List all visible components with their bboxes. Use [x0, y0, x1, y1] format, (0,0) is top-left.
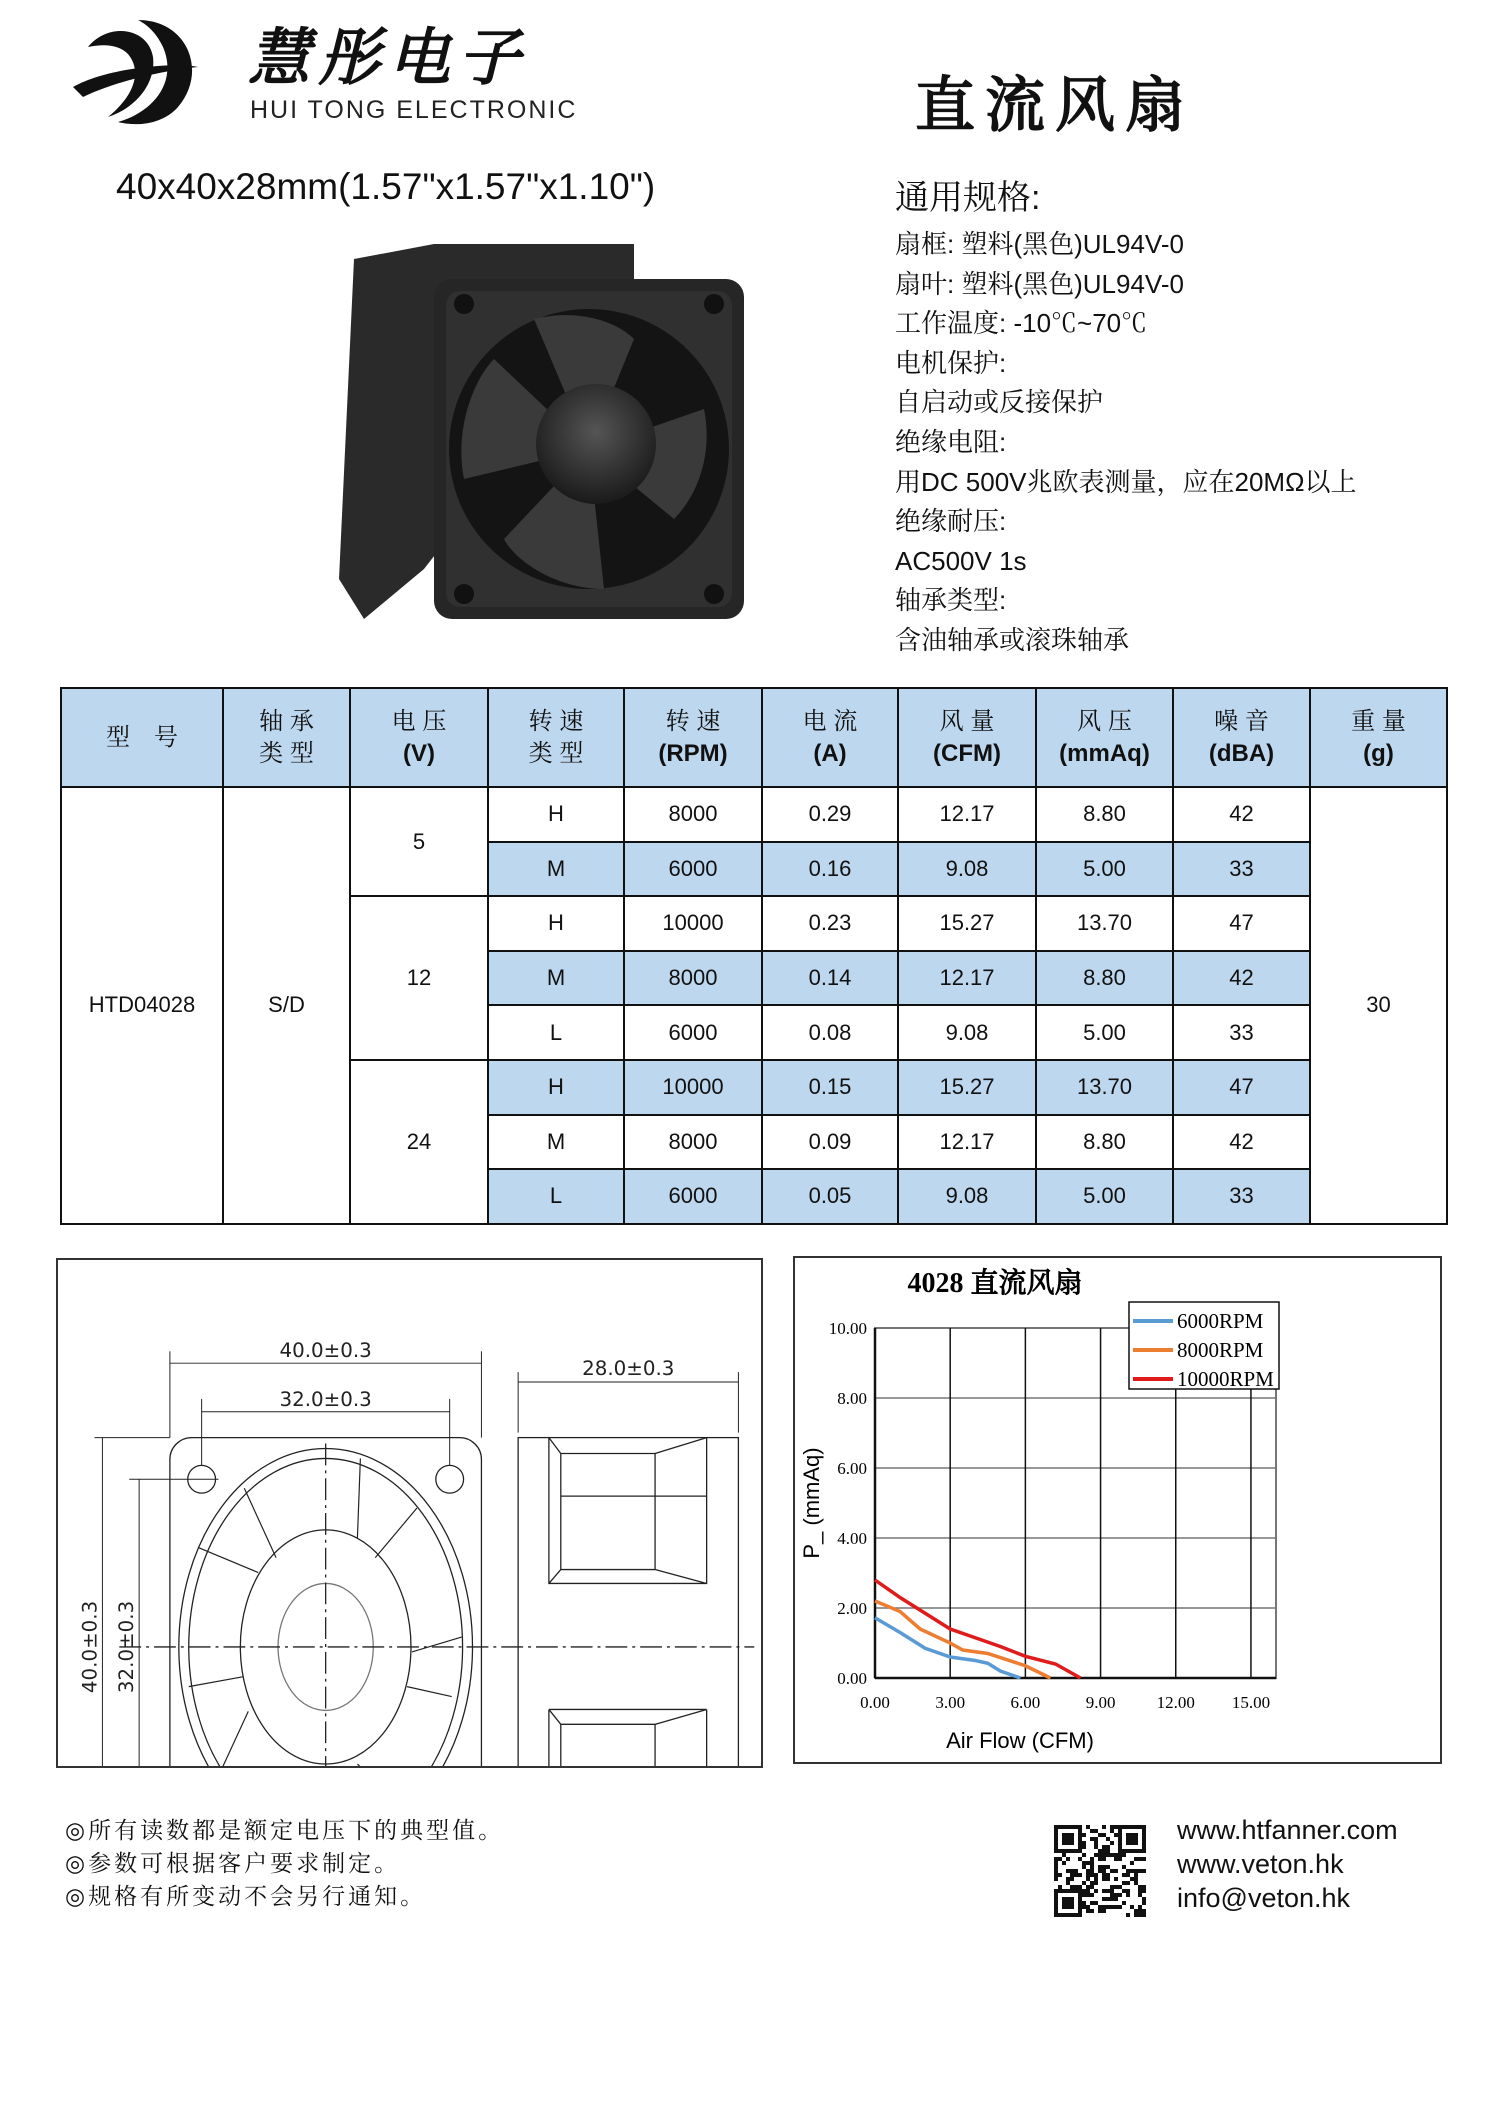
legend-label: 8000RPM [1177, 1338, 1264, 1362]
header-sub: (CFM) [933, 739, 1001, 767]
header-label: 风 量 [939, 707, 995, 735]
cfm-cell: 12.17 [898, 1115, 1036, 1170]
current-cell: 0.05 [762, 1169, 898, 1224]
header-label: 电 压 [391, 707, 447, 735]
spec-line: 轴承类型: [895, 585, 1007, 616]
current-cell: 0.14 [762, 951, 898, 1006]
cfm-cell: 12.17 [898, 951, 1036, 1006]
dba-cell: 42 [1173, 951, 1310, 1006]
column-header [624, 688, 762, 787]
header-sub: 类 型 [259, 739, 314, 767]
header-label: 型 号 [106, 723, 178, 751]
speed-cell: H [488, 896, 624, 951]
column-header [762, 688, 898, 787]
spec-line: 自启动或反接保护 [895, 387, 1104, 418]
speed-cell: H [488, 1060, 624, 1115]
mmaq-cell: 8.80 [1036, 787, 1173, 842]
y-tick-label: 4.00 [837, 1529, 867, 1548]
general-specs [895, 170, 1357, 661]
x-tick-label: 0.00 [860, 1693, 890, 1712]
mmaq-cell: 13.70 [1036, 896, 1173, 951]
rpm-cell: 6000 [624, 1005, 762, 1060]
pq-chart [793, 1256, 1442, 1764]
column-header [223, 688, 350, 787]
speed-cell: L [488, 1169, 624, 1224]
specs-heading: 通用规格: [895, 179, 1041, 217]
header-sub: (A) [813, 739, 847, 767]
series-line-8000RPM [875, 1601, 1050, 1678]
document-title: 直流风扇 [915, 71, 1195, 141]
dba-cell: 33 [1173, 1005, 1310, 1060]
spec-line: AC500V 1s [895, 545, 1027, 576]
weight-cell: 30 [1310, 787, 1447, 1224]
column-header [61, 688, 223, 787]
y-axis-label: P_ (mmAq) [799, 1447, 824, 1559]
bearing-cell: S/D [223, 787, 350, 1224]
cfm-cell: 9.08 [898, 1169, 1036, 1224]
mmaq-cell: 8.80 [1036, 951, 1173, 1006]
spec-line: 电机保护: [895, 347, 1007, 378]
logo-english-name: HUI TONG ELECTRONIC [250, 96, 578, 124]
height-holes-label: 32.0±0.3 [115, 1600, 139, 1694]
current-cell: 0.23 [762, 896, 898, 951]
header-sub: (mmAq) [1059, 739, 1150, 767]
company-logo-icon [68, 12, 218, 127]
rpm-cell: 8000 [624, 951, 762, 1006]
header-sub: (g) [1363, 739, 1394, 767]
dimension-drawing [56, 1258, 763, 1768]
header-label: 风 压 [1077, 707, 1132, 735]
current-cell: 0.09 [762, 1115, 898, 1170]
spec-line: 扇框: 塑料(黑色)UL94V-0 [895, 229, 1184, 259]
footer-notes [65, 1815, 504, 1914]
header-label: 重 量 [1351, 707, 1406, 735]
width-holes-label: 32.0±0.3 [279, 1387, 372, 1411]
legend-label: 10000RPM [1177, 1367, 1274, 1391]
column-header [898, 688, 1036, 787]
current-cell: 0.15 [762, 1060, 898, 1115]
model-cell: HTD04028 [61, 787, 223, 1224]
rpm-cell: 10000 [624, 1060, 762, 1115]
width-outer-label: 40.0±0.3 [279, 1339, 372, 1363]
cfm-cell: 12.17 [898, 787, 1036, 842]
cfm-cell: 9.08 [898, 1005, 1036, 1060]
chart-title: 4028 直流风扇 [907, 1268, 1083, 1299]
note: ◎规格有所变动不会另行通知。 [65, 1884, 427, 1910]
y-tick-label: 8.00 [837, 1389, 867, 1408]
qr-code-icon [1054, 1825, 1149, 1917]
spec-line: 含油轴承或滚珠轴承 [895, 624, 1130, 655]
header-sub: (V) [403, 739, 435, 767]
spec-line: 扇叶: 塑料(黑色)UL94V-0 [895, 268, 1184, 299]
fan-photo [334, 239, 754, 641]
mmaq-cell: 5.00 [1036, 1005, 1173, 1060]
current-cell: 0.16 [762, 842, 898, 897]
header-label: 转 速 [665, 707, 721, 735]
cfm-cell: 15.27 [898, 896, 1036, 951]
x-tick-label: 9.00 [1085, 1693, 1116, 1712]
height-outer-label: 40.0±0.3 [78, 1600, 102, 1694]
current-cell: 0.29 [762, 787, 898, 842]
header-sub: (dBA) [1208, 739, 1275, 767]
contact-info [1177, 1813, 1398, 1915]
x-tick-label: 6.00 [1010, 1693, 1041, 1712]
voltage-cell: 5 [350, 787, 488, 896]
header-sub: 类 型 [528, 739, 584, 767]
cfm-cell: 15.27 [898, 1060, 1036, 1115]
voltage-cell: 12 [350, 896, 488, 1060]
product-dimensions: 40x40x28mm(1.57"x1.57"x1.10") [116, 166, 656, 207]
note: ◎参数可根据客户要求制定。 [65, 1851, 401, 1877]
dba-cell: 33 [1173, 1169, 1310, 1224]
column-header [350, 688, 488, 787]
spec-line: 绝缘电阻: [895, 426, 1007, 457]
mmaq-cell: 5.00 [1036, 842, 1173, 897]
column-header [1036, 688, 1173, 787]
website-link[interactable]: www.veton.hk [1177, 1849, 1344, 1879]
logo-chinese-name: 慧彤电子 [248, 21, 529, 94]
x-axis-label: Air Flow (CFM) [946, 1728, 1094, 1753]
email-link[interactable]: info@veton.hk [1177, 1883, 1351, 1913]
rpm-cell: 6000 [624, 1169, 762, 1224]
header-label: 电 流 [802, 707, 858, 735]
rpm-cell: 8000 [624, 787, 762, 842]
dba-cell: 33 [1173, 842, 1310, 897]
series-line-10000RPM [875, 1580, 1081, 1678]
header-sub: (RPM) [658, 739, 728, 767]
speed-cell: M [488, 951, 624, 1006]
dba-cell: 42 [1173, 787, 1310, 842]
header-label: 噪 音 [1214, 707, 1269, 735]
y-tick-label: 0.00 [837, 1669, 867, 1688]
dba-cell: 47 [1173, 896, 1310, 951]
voltage-cell: 24 [350, 1060, 488, 1224]
speed-cell: M [488, 842, 624, 897]
x-tick-label: 12.00 [1156, 1693, 1195, 1712]
spec-line: 工作温度: -10℃~70℃ [895, 308, 1148, 339]
mmaq-cell: 5.00 [1036, 1169, 1173, 1224]
y-tick-label: 6.00 [837, 1459, 867, 1478]
mmaq-cell: 8.80 [1036, 1115, 1173, 1170]
header-label: 轴 承 [259, 707, 314, 735]
column-header [1310, 688, 1447, 787]
current-cell: 0.08 [762, 1005, 898, 1060]
y-tick-label: 10.00 [828, 1319, 867, 1338]
speed-cell: L [488, 1005, 624, 1060]
table-row [61, 787, 1447, 842]
column-header [1173, 688, 1310, 787]
spec-line: 用DC 500V兆欧表测量，应在20MΩ以上 [895, 466, 1357, 497]
dba-cell: 42 [1173, 1115, 1310, 1170]
speed-cell: M [488, 1115, 624, 1170]
rpm-cell: 10000 [624, 896, 762, 951]
depth-label: 28.0±0.3 [582, 1357, 675, 1381]
legend-label: 6000RPM [1177, 1309, 1264, 1333]
note: ◎所有读数都是额定电压下的典型值。 [65, 1818, 505, 1844]
mmaq-cell: 13.70 [1036, 1060, 1173, 1115]
column-header [488, 688, 624, 787]
dba-cell: 47 [1173, 1060, 1310, 1115]
y-tick-label: 2.00 [837, 1599, 867, 1618]
table-header-row [61, 688, 1447, 787]
speed-cell: H [488, 787, 624, 842]
x-tick-label: 3.00 [935, 1693, 966, 1712]
website-link[interactable]: www.htfanner.com [1177, 1815, 1398, 1845]
cfm-cell: 9.08 [898, 842, 1036, 897]
x-tick-label: 15.00 [1231, 1693, 1271, 1712]
rpm-cell: 8000 [624, 1115, 762, 1170]
spec-table [60, 687, 1448, 1225]
spec-line: 绝缘耐压: [895, 506, 1007, 537]
header-label: 转 速 [528, 707, 584, 735]
rpm-cell: 6000 [624, 842, 762, 897]
